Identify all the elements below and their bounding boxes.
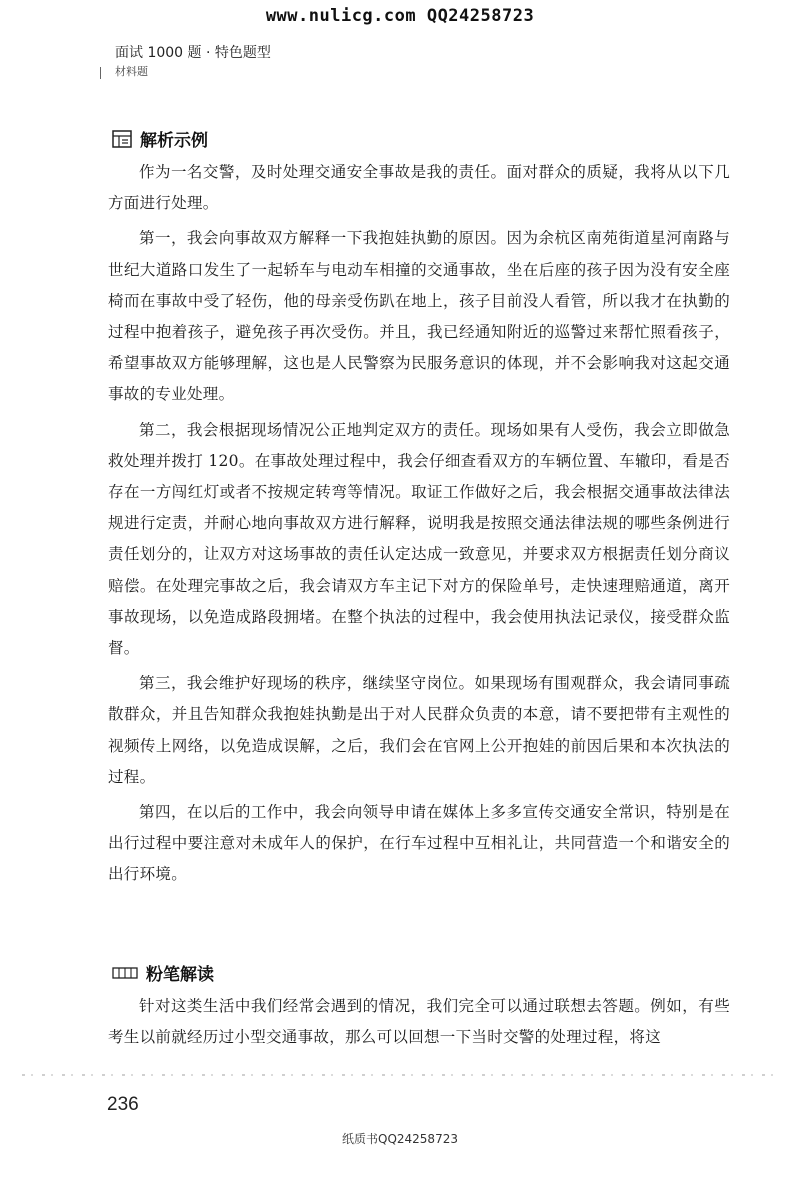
top-watermark: www.nulicg.com QQ24258723 — [265, 6, 535, 26]
analysis-example-icon — [112, 130, 132, 148]
running-head-title: 面试 1000 题 · 特色题型 — [115, 45, 271, 61]
paragraph: 作为一名交警，及时处理交通安全事故是我的责任。面对群众的质疑，我将从以下几方面进行处理。 — [108, 163, 730, 213]
scan-noise-line — [22, 1074, 782, 1076]
chalk-reading-icon — [112, 966, 138, 980]
running-head-subtitle: 材料题 — [115, 65, 148, 78]
section-analysis-example-title: 解析示例 — [140, 131, 208, 151]
section-chalk-reading-heading — [112, 960, 214, 985]
page-number: 236 — [107, 1094, 139, 1115]
paragraph: 第四，在以后的工作中，我会向领导申请在媒体上多多宣传交通安全常识，特别是在出行过程中要注意对未成年人的保护，在行车过程中互相礼让，共同营造一个和谐安全的出行环境。 — [108, 803, 730, 884]
running-head-rule — [100, 67, 101, 79]
bottom-watermark: 纸质书QQ24258723 — [342, 1132, 458, 1146]
section-chalk-reading-body — [108, 991, 730, 1057]
section-analysis-example-body — [108, 157, 730, 895]
paragraph: 第三，我会维护好现场的秩序，继续坚守岗位。如果现场有围观群众，我会请同事疏散群众，并且告知群众我抱娃执勤是出于对人民群众负责的本意，请不要把带有主观性的视频传上网络，以免造成误解，之后，我们会在官网上公开抱娃的前因后果和本次执法的过程。 — [108, 674, 730, 786]
paragraph: 针对这类生活中我们经常会遇到的情况，我们完全可以通过联想去答题。例如，有些考生以前就经历过小型交通事故，那么可以回想一下当时交警的处理过程，将这 — [108, 997, 730, 1047]
paragraph: 第二，我会根据现场情况公正地判定双方的责任。现场如果有人受伤，我会立即做急救处理并拨打 120。在事故处理过程中，我会仔细查看双方的车辆位置、车辙印，看是否存在一方闯红灯或者不按规定转弯等情况。取证工作做好之后，我会根据交通事故法律法规进行定责，并耐心地向事故双方进行解释，说明我是按照交通法律法规的哪些条例进行责任划分的，让双方对这场事故的责任认定达成一致意见，并要求双方根据责任划分商议赔偿。在处理完事故之后，我会请双方车主记下对方的保险单号，走快速理赔通道，离开事故现场，以免造成路段拥堵。在整个执法的过程中，我会使用执法记录仪，接受群众监督。 — [108, 420, 730, 658]
running-head — [115, 44, 271, 80]
section-analysis-example-heading — [112, 126, 208, 151]
paragraph: 第一，我会向事故双方解释一下我抱娃执勤的原因。因为余杭区南苑街道星河南路与世纪大道路口发生了一起轿车与电动车相撞的交通事故，坐在后座的孩子因为没有安全座椅而在事故中受了轻伤，他的母亲受伤趴在地上，孩子目前没人看管，所以我才在执勤的过程中抱着孩子，避免孩子再次受伤。并且，我已经通知附近的巡警过来帮忙照看孩子，希望事故双方能够理解，这也是人民警察为民服务意识的体现，并不会影响我对这起交通事故的专业处理。 — [108, 229, 730, 404]
section-chalk-reading-title: 粉笔解读 — [146, 965, 214, 985]
